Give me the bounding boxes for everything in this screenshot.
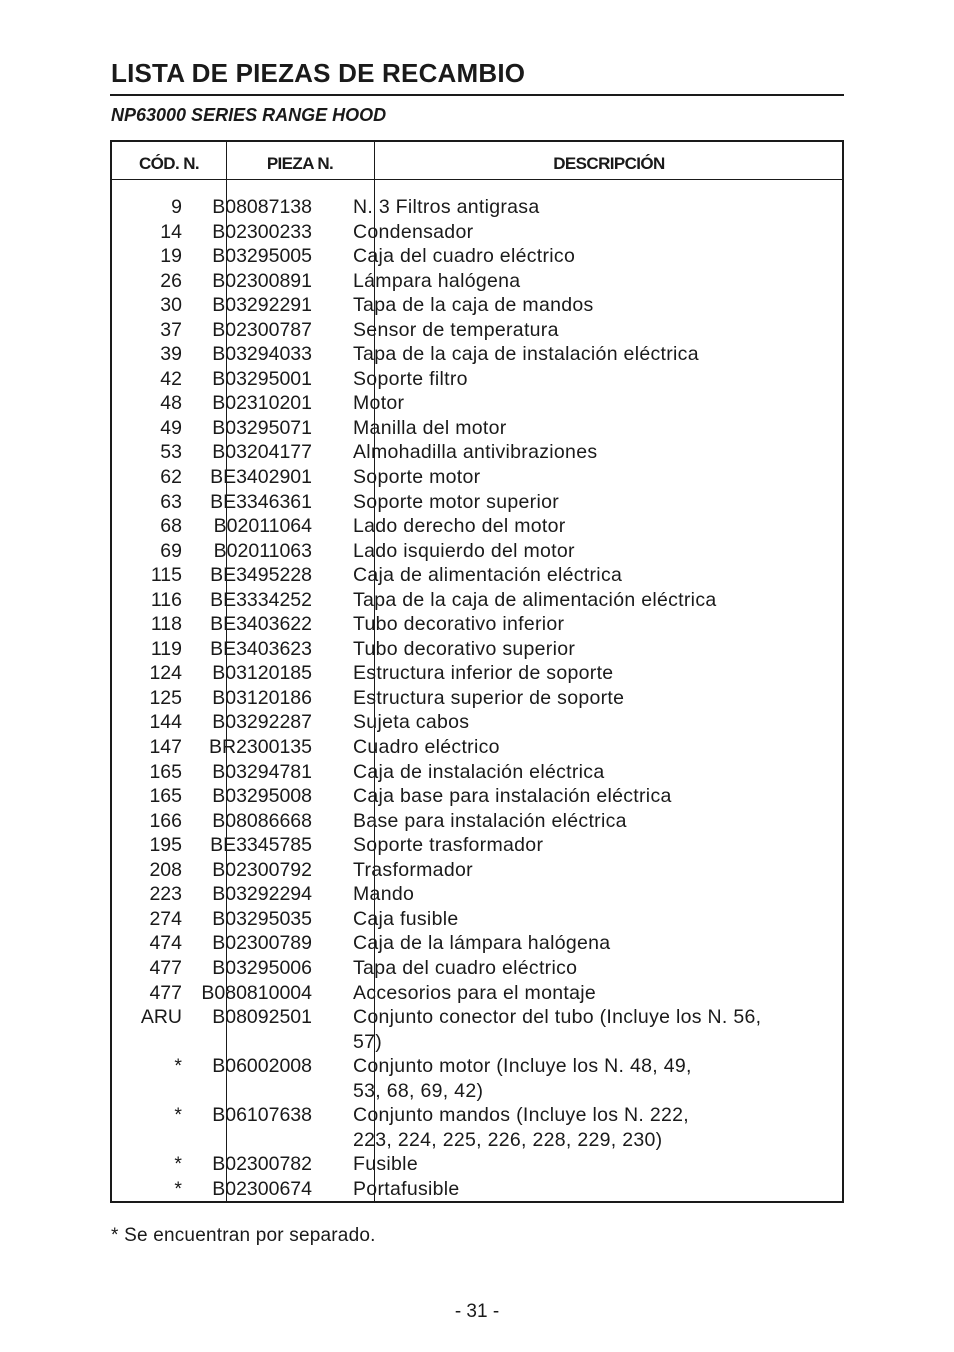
table-row: [112, 514, 842, 539]
parts-list: [112, 195, 842, 1201]
part-number-cell: B03294781: [212, 760, 312, 783]
part-code-cell: 147: [149, 736, 182, 759]
part-code-cell: [112, 1128, 182, 1153]
part-number-cell: B02300792: [212, 858, 312, 881]
part-description-cell: Tapa de la caja de mandos: [353, 294, 594, 317]
table-row: [112, 342, 842, 367]
part-description-cell: Soporte trasformador: [353, 834, 544, 857]
part-number-cell: B03120186: [212, 686, 312, 709]
part-code-cell: 477: [149, 956, 182, 979]
part-description-cell: 223, 224, 225, 226, 228, 229, 230): [353, 1128, 663, 1151]
part-description-cell: Portafusible: [353, 1177, 460, 1200]
part-description-cell: Caja de alimentación eléctrica: [353, 564, 623, 587]
table-row: [112, 1005, 842, 1030]
part-description-cell: Fusible: [353, 1153, 418, 1176]
part-number-cell: BE3402901: [210, 466, 312, 489]
part-number-cell: BE3346361: [210, 490, 312, 513]
part-number-cell: B02011063: [213, 539, 312, 562]
table-row: [112, 661, 842, 686]
header-divider: [112, 179, 842, 180]
part-number-cell: BE3403623: [210, 637, 312, 660]
table-row: [112, 539, 842, 564]
part-description-cell: Soporte filtro: [353, 367, 468, 390]
part-description-cell: Mando: [353, 883, 415, 906]
part-code-cell: 115: [150, 564, 182, 587]
part-number-cell: B02300789: [212, 932, 312, 955]
part-code-cell: ARU: [140, 1006, 182, 1029]
part-code-cell: *: [174, 1055, 182, 1078]
part-code-cell: 223: [149, 883, 182, 906]
part-code-cell: 14: [160, 220, 182, 243]
part-number-cell: [182, 1128, 312, 1153]
part-code-cell: 19: [160, 245, 182, 268]
part-code-cell: 30: [160, 294, 182, 317]
part-description-cell: Lado derecho del motor: [353, 515, 566, 538]
part-description-cell: Conjunto mandos (Incluye los N. 222,: [353, 1104, 689, 1127]
table-row: [112, 318, 842, 343]
part-number-cell: BE3403622: [210, 613, 312, 636]
part-description-cell: Cuadro eléctrico: [353, 736, 500, 759]
part-code-cell: 42: [160, 367, 182, 390]
part-code-cell: [112, 1079, 182, 1104]
part-code-cell: 26: [160, 269, 182, 292]
table-row: [112, 809, 842, 834]
table-row: [112, 931, 842, 956]
part-code-cell: *: [174, 1177, 182, 1200]
part-code-cell: 124: [149, 662, 182, 685]
part-code-cell: 9: [171, 196, 182, 218]
part-code-cell: 63: [160, 490, 182, 513]
part-code-cell: *: [174, 1104, 182, 1127]
part-number-cell: B02310201: [212, 392, 312, 415]
part-description-cell: Caja base para instalación eléctrica: [353, 785, 672, 808]
part-code-cell: [112, 1030, 182, 1055]
part-code-cell: 39: [160, 343, 182, 366]
part-description-cell: Conjunto conector del tubo (Incluye los N. 56,: [353, 1006, 762, 1029]
header-description: DESCRIPCIÓN: [553, 154, 665, 173]
part-number-cell: B03292294: [212, 883, 312, 906]
part-code-cell: 125: [149, 686, 182, 709]
table-row: [112, 244, 842, 269]
part-code-cell: 37: [160, 318, 182, 341]
product-subtitle: NP63000 SERIES RANGE HOOD: [111, 105, 387, 125]
part-code-cell: 195: [149, 834, 182, 857]
table-row: [112, 882, 842, 907]
part-number-cell: BE3334252: [210, 588, 312, 611]
part-number-cell: B06002008: [212, 1055, 312, 1078]
table-row: [112, 1152, 842, 1177]
part-number-cell: B03292287: [212, 711, 312, 734]
part-code-cell: 477: [149, 981, 182, 1004]
table-row: [112, 1103, 842, 1128]
part-description-cell: Caja de la lámpara halógena: [353, 932, 611, 955]
part-description-cell: Motor: [353, 392, 405, 415]
part-number-cell: B080810004: [201, 981, 312, 1004]
part-number-cell: B02300782: [212, 1153, 312, 1176]
part-code-cell: 69: [160, 539, 182, 562]
part-number-cell: B02300787: [212, 318, 312, 341]
part-code-cell: 62: [160, 466, 182, 489]
part-description-cell: Caja fusible: [353, 907, 459, 930]
table-row: [112, 293, 842, 318]
part-code-cell: 49: [160, 416, 182, 439]
part-number-cell: B08087138: [212, 196, 312, 218]
part-description-cell: Accesorios para el montaje: [353, 981, 596, 1004]
table-row: [112, 490, 842, 515]
part-description-cell: Lado isquierdo del motor: [353, 539, 575, 562]
part-description-cell: Tubo decorativo inferior: [353, 613, 565, 636]
part-number-cell: B02300674: [212, 1177, 312, 1200]
header-code: CÓD. N.: [138, 154, 200, 173]
table-row: [112, 1030, 842, 1055]
part-code-cell: 474: [149, 932, 182, 955]
part-number-cell: [182, 1079, 312, 1104]
part-number-cell: BE3495228: [210, 564, 312, 587]
part-code-cell: 144: [149, 711, 182, 734]
part-code-cell: 53: [160, 441, 182, 464]
part-code-cell: 274: [149, 907, 182, 930]
table-row: [112, 686, 842, 711]
footnote: * Se encuentran por separado.: [111, 1225, 376, 1246]
part-description-cell: Soporte motor superior: [353, 490, 560, 513]
part-description-cell: Lámpara halógena: [353, 269, 521, 292]
table-row: [112, 416, 842, 441]
part-number-cell: B02300891: [212, 269, 312, 292]
part-description-cell: Almohadilla antivibraziones: [353, 441, 598, 464]
part-code-cell: 165: [149, 785, 182, 808]
table-row: [112, 735, 842, 760]
table-row: [112, 367, 842, 392]
part-description-cell: Conjunto motor (Incluye los N. 48, 49,: [353, 1055, 692, 1078]
part-description-cell: Sujeta cabos: [353, 711, 470, 734]
part-description-cell: Trasformador: [353, 858, 473, 881]
part-number-cell: B06107638: [212, 1104, 312, 1127]
part-number-cell: B03204177: [212, 441, 312, 464]
table-row: [112, 195, 842, 220]
part-description-cell: Condensador: [353, 220, 474, 243]
part-description-cell: Caja del cuadro eléctrico: [353, 245, 576, 268]
part-description-cell: Tapa de la caja de instalación eléctrica: [353, 343, 699, 366]
table-row: [112, 833, 842, 858]
part-description-cell: Sensor de temperatura: [353, 318, 559, 341]
part-description-cell: 57): [353, 1030, 383, 1053]
table-row: [112, 465, 842, 490]
table-row: [112, 784, 842, 809]
part-number-cell: [182, 1030, 312, 1055]
part-number-cell: B03120185: [212, 662, 312, 685]
part-number-cell: BR2300135: [208, 736, 312, 759]
part-code-cell: 68: [160, 515, 182, 538]
table-row: [112, 391, 842, 416]
part-number-cell: B03295008: [212, 785, 312, 808]
part-code-cell: 208: [149, 858, 182, 881]
table-row: [112, 710, 842, 735]
part-number-cell: B02011064: [213, 515, 312, 538]
table-row: [112, 612, 842, 637]
part-code-cell: 48: [160, 392, 182, 415]
table-row: [112, 1177, 842, 1202]
part-description-cell: Tubo decorativo superior: [353, 637, 576, 660]
part-description-cell: Manilla del motor: [353, 416, 507, 439]
part-description-cell: Estructura inferior de soporte: [353, 662, 614, 685]
table-row: [112, 440, 842, 465]
part-code-cell: 119: [150, 637, 182, 660]
parts-table: [110, 140, 844, 1203]
part-description-cell: Soporte motor: [353, 466, 481, 489]
part-number-cell: B03295005: [212, 245, 312, 268]
part-number-cell: B03292291: [212, 294, 312, 317]
part-description-cell: Tapa de la caja de alimentación eléctrica: [353, 588, 717, 611]
table-row: [112, 637, 842, 662]
page-number: - 31 -: [454, 1301, 500, 1322]
part-description-cell: Base para instalación eléctrica: [353, 809, 627, 832]
part-description-cell: N. 3 Filtros antigrasa: [353, 196, 540, 218]
table-row: [112, 1079, 842, 1104]
table-row: [112, 760, 842, 785]
table-row: [112, 981, 842, 1006]
part-number-cell: B03295006: [212, 956, 312, 979]
part-number-cell: B03295001: [212, 367, 312, 390]
part-number-cell: B02300233: [212, 220, 312, 243]
title-underline: [110, 94, 844, 96]
part-code-cell: 166: [149, 809, 182, 832]
part-description-cell: Tapa del cuadro eléctrico: [353, 956, 578, 979]
part-number-cell: B03294033: [212, 343, 312, 366]
table-row: [112, 1128, 842, 1153]
part-code-cell: 116: [150, 588, 182, 611]
table-row: [112, 588, 842, 613]
table-row: [112, 1054, 842, 1079]
part-description-cell: Caja de instalación eléctrica: [353, 760, 605, 783]
part-description-cell: Estructura superior de soporte: [353, 686, 625, 709]
table-row: [112, 563, 842, 588]
part-number-cell: B08092501: [212, 1006, 312, 1029]
part-number-cell: B03295035: [212, 907, 312, 930]
part-code-cell: *: [174, 1153, 182, 1176]
table-row: [112, 220, 842, 245]
page-title: LISTA DE PIEZAS DE RECAMBIO: [111, 58, 526, 88]
part-number-cell: B03295071: [212, 416, 312, 439]
table-row: [112, 907, 842, 932]
part-description-cell: 53, 68, 69, 42): [353, 1079, 484, 1102]
part-number-cell: BE3345785: [210, 834, 312, 857]
table-row: [112, 858, 842, 883]
header-part: PIEZA N.: [266, 154, 334, 173]
part-code-cell: 118: [150, 613, 182, 636]
part-number-cell: B08086668: [212, 809, 312, 832]
part-code-cell: 165: [149, 760, 182, 783]
table-row: [112, 269, 842, 294]
table-row: [112, 956, 842, 981]
